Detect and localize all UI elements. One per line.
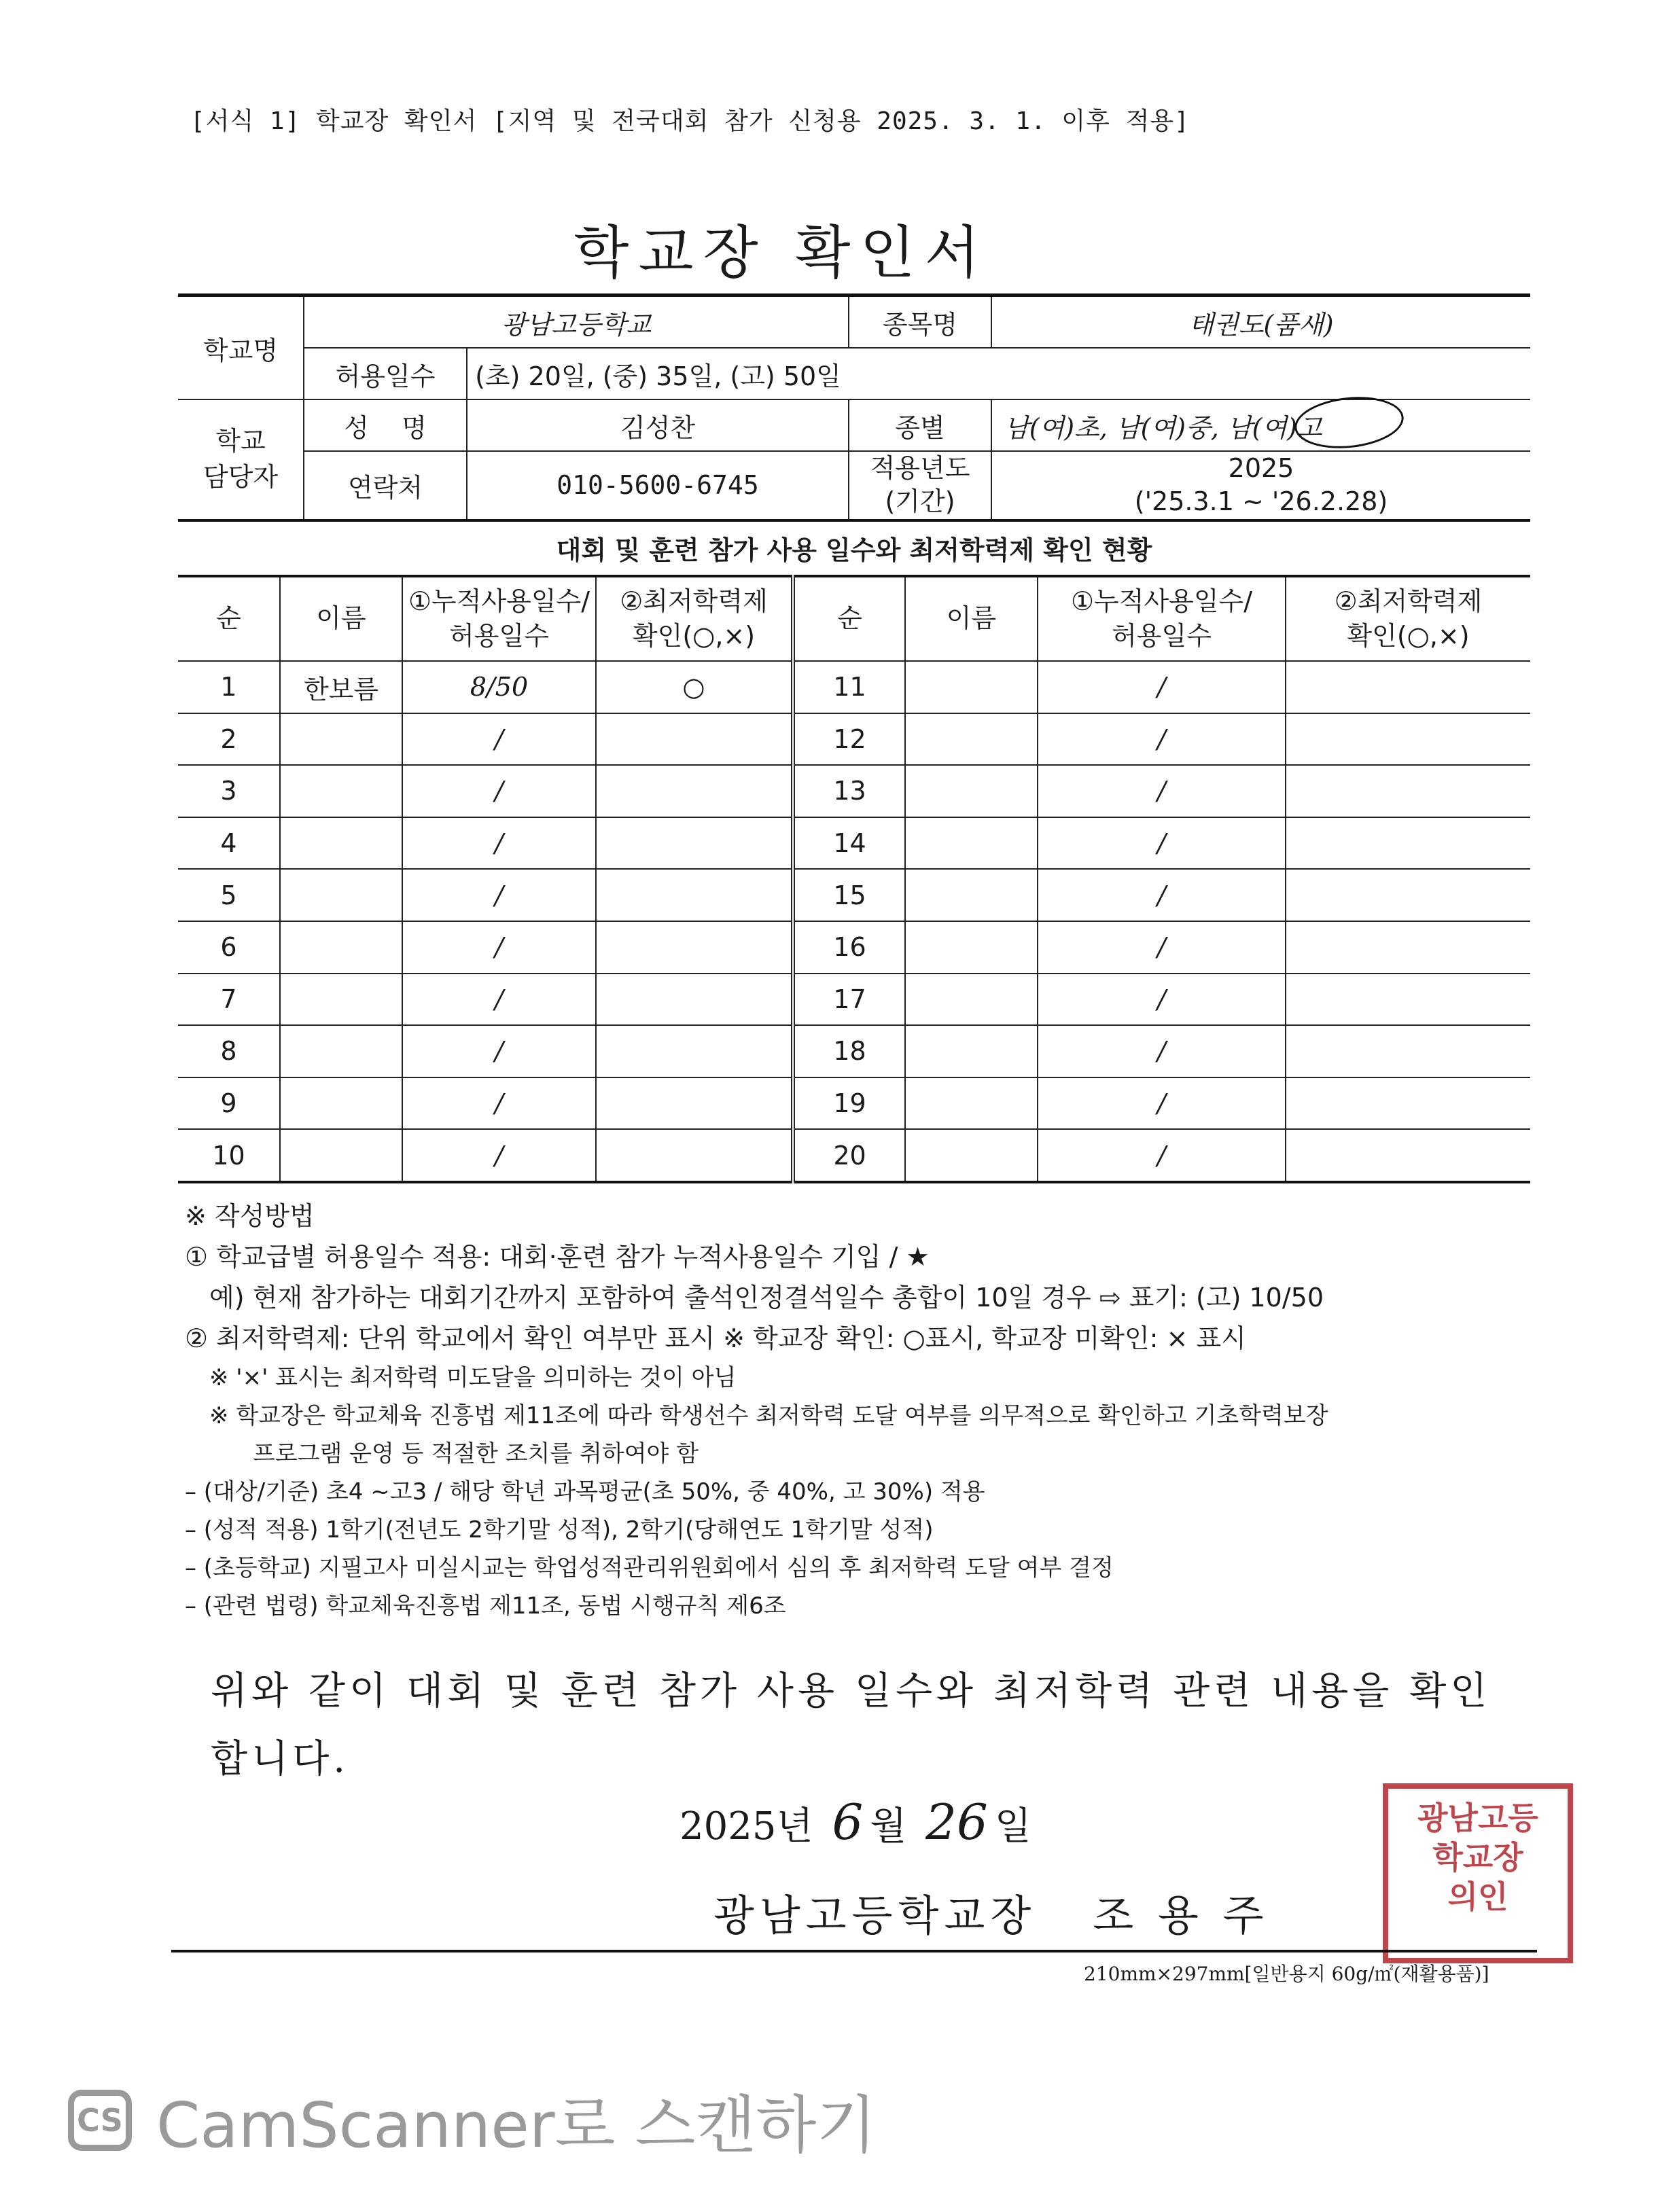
row-no-2: 19 (793, 1077, 905, 1130)
guide-dash-2: – (성적 적용) 1학기(전년도 2학기말 성적), 2학기(당해연도 1학기말 성적) (185, 1516, 934, 1544)
row-days-2: / (1038, 765, 1286, 817)
row-no-2: 18 (793, 1025, 905, 1077)
camscanner-logo-icon: CS (68, 2090, 132, 2151)
table-row (178, 661, 1530, 713)
row-name-2 (905, 713, 1038, 766)
row-check (596, 921, 793, 974)
date-month-unit: 월 (870, 1804, 907, 1849)
row-days: / (402, 869, 596, 921)
row-name-2 (905, 1077, 1038, 1130)
row-no: 1 (178, 661, 280, 713)
header-days-2: ①누적사용일수/ 허용일수 (1038, 576, 1286, 661)
school-name-label: 학교명 (178, 296, 304, 400)
table-row (178, 713, 1530, 766)
school-seal-stamp: 광남고등 학교장 의인 (1383, 1783, 1573, 1963)
gender-value: 남(여)초, 남(여)중, 남(여)고 (991, 399, 1530, 451)
header-check-2: ②최저학력제 확인(○,×) (1286, 576, 1530, 661)
row-check-2 (1286, 869, 1530, 921)
row-days: / (402, 921, 596, 974)
row-check-2 (1286, 1025, 1530, 1077)
row-name (280, 1129, 402, 1182)
row-name-2 (905, 1025, 1038, 1077)
row-check: ○ (596, 661, 793, 713)
period-value: ('25.3.1 ~ '26.2.28) (1134, 486, 1388, 517)
row-check (596, 869, 793, 921)
guide-dash-3: – (초등학교) 지필고사 미실시교는 학업성적관리위원회에서 심의 후 최저학력 도달 여부 결정 (185, 1554, 1114, 1582)
row-days-2: / (1038, 921, 1286, 974)
name-label: 성 명 (304, 399, 467, 451)
year-cell (991, 451, 1530, 520)
row-no-2: 16 (793, 921, 905, 974)
writing-guide (185, 1196, 1544, 1625)
watermark-text: CamScanner로 스캔하기 (156, 2089, 877, 2162)
row-no-2: 12 (793, 713, 905, 766)
row-name-2 (905, 1129, 1038, 1182)
guide-dash-1: – (대상/기준) 초4 ~고3 / 해당 학년 과목평균(초 50%, 중 40%, 고 30%) 적용 (185, 1478, 985, 1505)
row-no-2: 15 (793, 869, 905, 921)
row-name: 한보름 (280, 661, 402, 713)
row-check-2 (1286, 974, 1530, 1026)
section-title: 대회 및 훈련 참가 사용 일수와 최저학력제 확인 현황 (556, 535, 1152, 565)
row-no: 9 (178, 1077, 280, 1130)
table-row (178, 869, 1530, 921)
header-name-2: 이름 (905, 576, 1038, 661)
gender-label: 종별 (849, 399, 991, 451)
manager-name-value: 김성찬 (467, 399, 849, 451)
row-no-2: 17 (793, 974, 905, 1026)
row-name-2 (905, 817, 1038, 870)
row-check-2 (1286, 1077, 1530, 1130)
row-days-2: / (1038, 713, 1286, 766)
table-row (178, 1129, 1530, 1182)
row-days-2: / (1038, 869, 1286, 921)
row-check-2 (1286, 1129, 1530, 1182)
row-check-2 (1286, 765, 1530, 817)
row-days: / (402, 1129, 596, 1182)
paper-spec: 210mm×297mm[일반용지 60g/㎡(재활용품)] (1084, 1963, 1489, 1985)
camscanner-watermark (68, 2075, 877, 2165)
row-name-2 (905, 765, 1038, 817)
table-row (178, 1025, 1530, 1077)
guide-item-1: ① 학교급별 허용일수 적용: 대회·훈련 참가 누적사용일수 기입 / ★ (185, 1242, 930, 1272)
row-no: 2 (178, 713, 280, 766)
row-name (280, 713, 402, 766)
header-no: 순 (178, 576, 280, 661)
table-row (178, 817, 1530, 870)
row-no: 10 (178, 1129, 280, 1182)
table-row (178, 921, 1530, 974)
row-days-2: / (1038, 817, 1286, 870)
row-name (280, 765, 402, 817)
header-check: ②최저학력제 확인(○,×) (596, 576, 793, 661)
row-days: / (402, 1025, 596, 1077)
date-year: 2025년 (679, 1804, 813, 1849)
row-name (280, 974, 402, 1026)
row-check (596, 817, 793, 870)
row-name (280, 921, 402, 974)
row-no-2: 11 (793, 661, 905, 713)
row-no: 6 (178, 921, 280, 974)
row-days: / (402, 1077, 596, 1130)
school-name-value: 광남고등학교 (304, 296, 849, 349)
row-check (596, 1129, 793, 1182)
row-no: 8 (178, 1025, 280, 1077)
row-days: / (402, 817, 596, 870)
date-month: 6 (832, 1794, 864, 1851)
row-no: 7 (178, 974, 280, 1026)
row-check (596, 974, 793, 1026)
row-days-2: / (1038, 974, 1286, 1026)
row-name-2 (905, 974, 1038, 1026)
event-value: 태권도(품새) (991, 296, 1530, 349)
document-title: 학교장 확인서 (573, 219, 989, 286)
participants-table (178, 575, 1530, 1183)
date-day-unit: 일 (994, 1804, 1031, 1849)
row-check (596, 1077, 793, 1130)
row-days: 8/50 (402, 661, 596, 713)
row-days-2: / (1038, 1129, 1286, 1182)
year-value: 2025 (1228, 453, 1294, 483)
row-no-2: 20 (793, 1129, 905, 1182)
row-no-2: 14 (793, 817, 905, 870)
issue-date (679, 1794, 1031, 1851)
row-no: 5 (178, 869, 280, 921)
row-days: / (402, 713, 596, 766)
row-name-2 (905, 661, 1038, 713)
guide-note-2: ※ 학교장은 학교체육 진흥법 제11조에 따라 학생선수 최저학력 도달 여부를 의무적으로 확인하고 기초학력보장 (209, 1402, 1328, 1429)
date-day: 26 (925, 1794, 988, 1851)
row-no: 3 (178, 765, 280, 817)
row-check-2 (1286, 817, 1530, 870)
row-check (596, 1025, 793, 1077)
guide-dash-4: – (관련 법령) 학교체육진흥법 제11조, 동법 시행규칙 제6조 (185, 1592, 786, 1620)
guide-note-2-cont: 프로그램 운영 등 적절한 조치를 취하여야 함 (253, 1440, 699, 1467)
allowed-days-label: 허용일수 (304, 348, 467, 399)
row-name-2 (905, 921, 1038, 974)
row-days-2: / (1038, 1025, 1286, 1077)
table-row (178, 765, 1530, 817)
confirmation-text: 위와 같이 대회 및 훈련 참가 사용 일수와 최저학력 관련 내용을 확인합니다. (211, 1669, 1491, 1781)
row-name (280, 869, 402, 921)
row-name-2 (905, 869, 1038, 921)
header-days: ①누적사용일수/ 허용일수 (402, 576, 596, 661)
row-days: / (402, 974, 596, 1026)
row-name (280, 1077, 402, 1130)
row-name (280, 1025, 402, 1077)
manager-label: 학교 담당자 (178, 399, 304, 520)
row-days-2: / (1038, 1077, 1286, 1130)
contact-value: 010-5600-6745 (467, 451, 849, 520)
row-no-2: 13 (793, 765, 905, 817)
guide-note-1: ※ '×' 표시는 최저학력 미도달을 의미하는 것이 아님 (209, 1364, 737, 1391)
principal-signature-line: 광남고등학교장 조 용 주 (713, 1891, 1269, 1940)
guide-item-1-example: 예) 현재 참가하는 대회기간까지 포함하여 출석인정결석일수 총합이 10일 경우 ⇨ 표기: (고) 10/50 (209, 1283, 1324, 1313)
allowed-days-value: (초) 20일, (중) 35일, (고) 50일 (467, 348, 849, 399)
header-no-2: 순 (793, 576, 905, 661)
form-label: [서식 1] 학교장 확인서 [지역 및 전국대회 참가 신청용 2025. 3. 1. 이후 적용] (190, 107, 1190, 135)
row-no: 4 (178, 817, 280, 870)
row-check-2 (1286, 661, 1530, 713)
year-label: 적용년도 (기간) (849, 451, 991, 520)
row-check-2 (1286, 921, 1530, 974)
row-check (596, 713, 793, 766)
bottom-rule (171, 1950, 1537, 1952)
row-days-2: / (1038, 661, 1286, 713)
guide-heading: ※ 작성방법 (185, 1201, 315, 1231)
table-row (178, 1077, 1530, 1130)
contact-label: 연락처 (304, 451, 467, 520)
table-row (178, 974, 1530, 1026)
row-days: / (402, 765, 596, 817)
row-check (596, 765, 793, 817)
event-label: 종목명 (849, 296, 991, 349)
row-check-2 (1286, 713, 1530, 766)
header-name: 이름 (280, 576, 402, 661)
row-name (280, 817, 402, 870)
guide-item-2: ② 최저학력제: 단위 학교에서 확인 여부만 표시 ※ 학교장 확인: ○표시, 학교장 미확인: × 표시 (185, 1323, 1246, 1353)
